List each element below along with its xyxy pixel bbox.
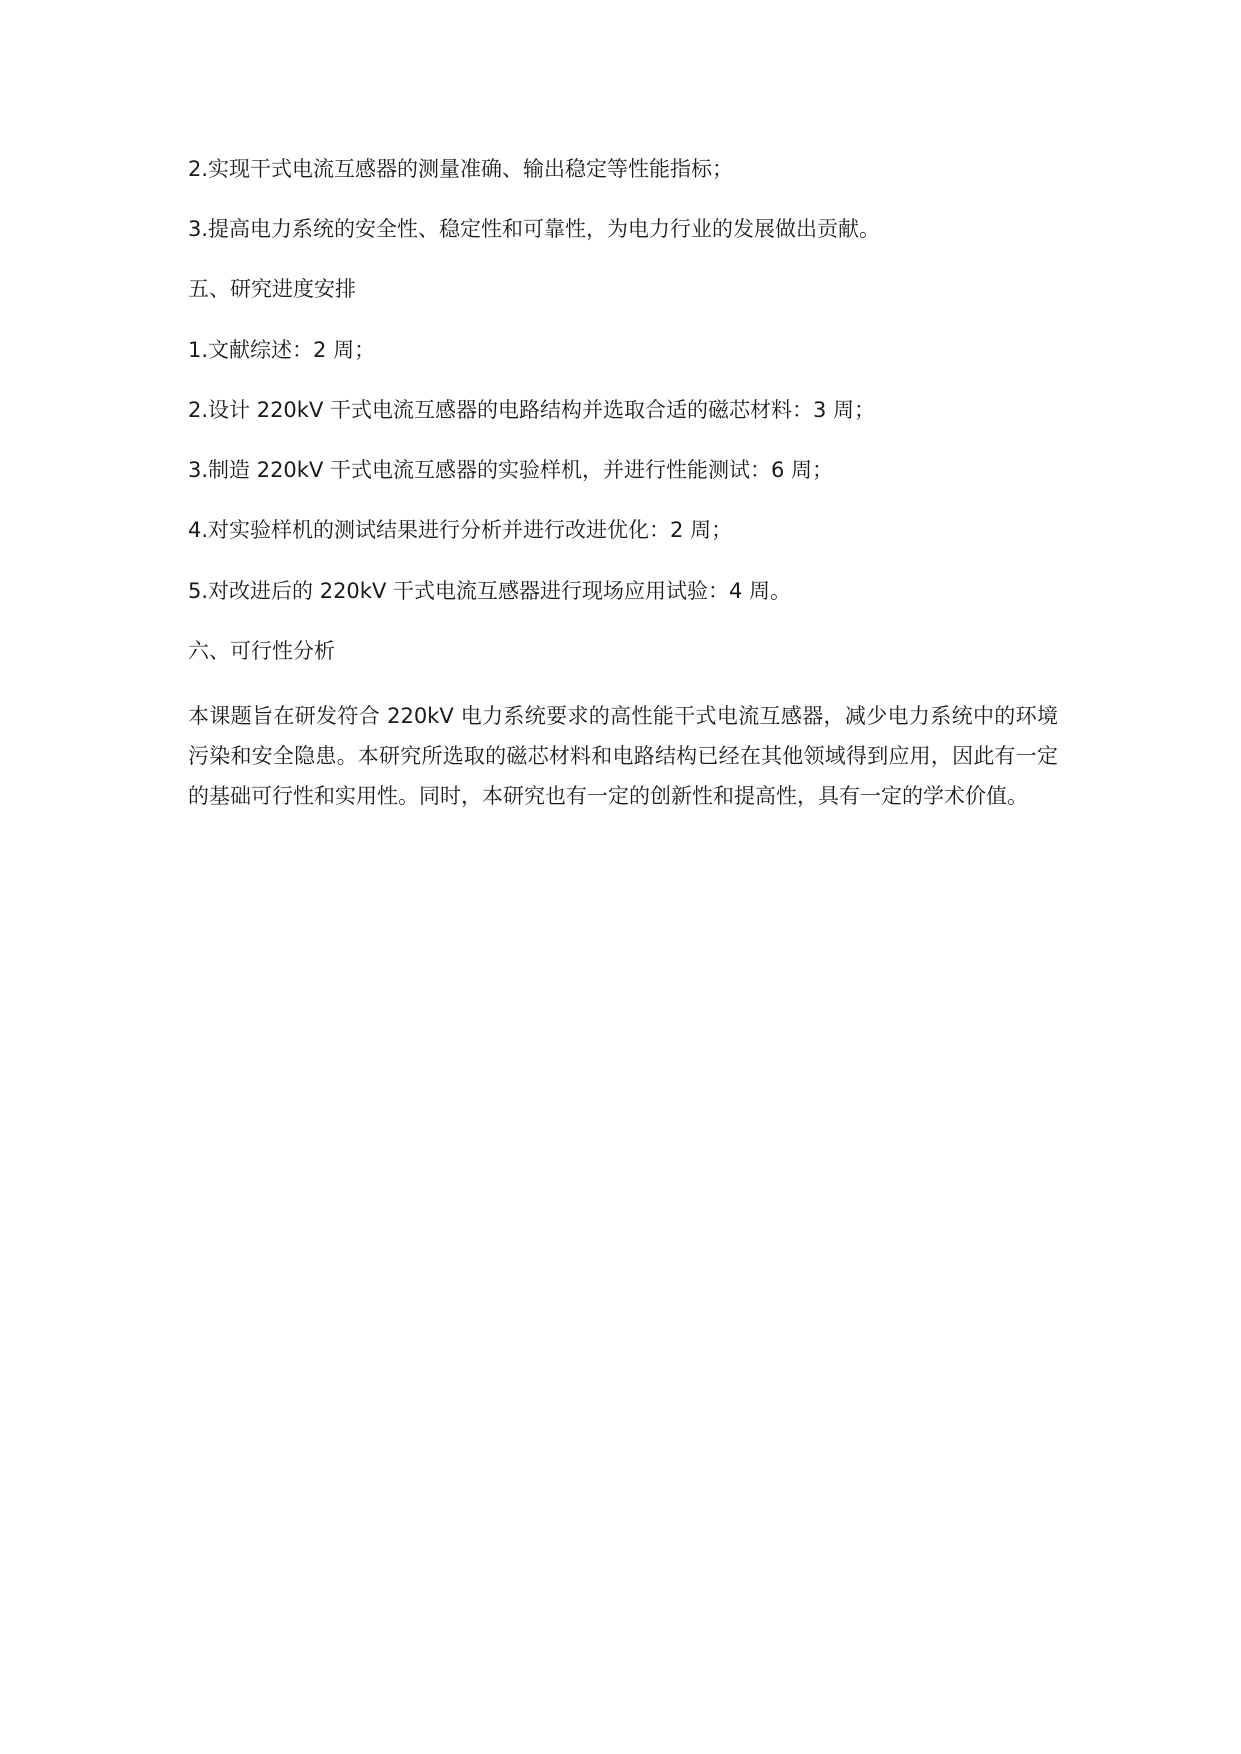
section-heading-feasibility: 六、可行性分析 [188,639,335,663]
section-heading-schedule: 五、研究进度安排 [188,277,356,301]
schedule-item: 3.制造 220kV 干式电流互感器的实验样机，并进行性能测试：6 周； [188,458,834,482]
feasibility-paragraph: 本课题旨在研发符合 220kV 电力系统要求的高性能干式电流互感器，减少电力系统中的环境污染和安全隐患。本研究所选取的磁芯材料和电路结构已经在其他领域得到应用，因此有一定的基础可行性和实用性。同时，本研究也有一定的创新性和提高性，具有一定的学术价值。 [188,704,1058,808]
schedule-item: 2.设计 220kV 干式电流互感器的电路结构并选取合适的磁芯材料：3 周； [188,398,876,422]
goal-item-3: 3.提高电力系统的安全性、稳定性和可靠性，为电力行业的发展做出贡献。 [188,217,881,241]
goal-item-2: 2.实现干式电流互感器的测量准确、输出稳定等性能指标； [188,157,734,181]
schedule-item: 1.文献综述：2 周； [188,338,376,362]
schedule-item: 5.对改进后的 220kV 干式电流互感器进行现场应用试验：4 周。 [188,579,792,603]
schedule-item: 4.对实验样机的测试结果进行分析并进行改进优化：2 周； [188,518,733,542]
